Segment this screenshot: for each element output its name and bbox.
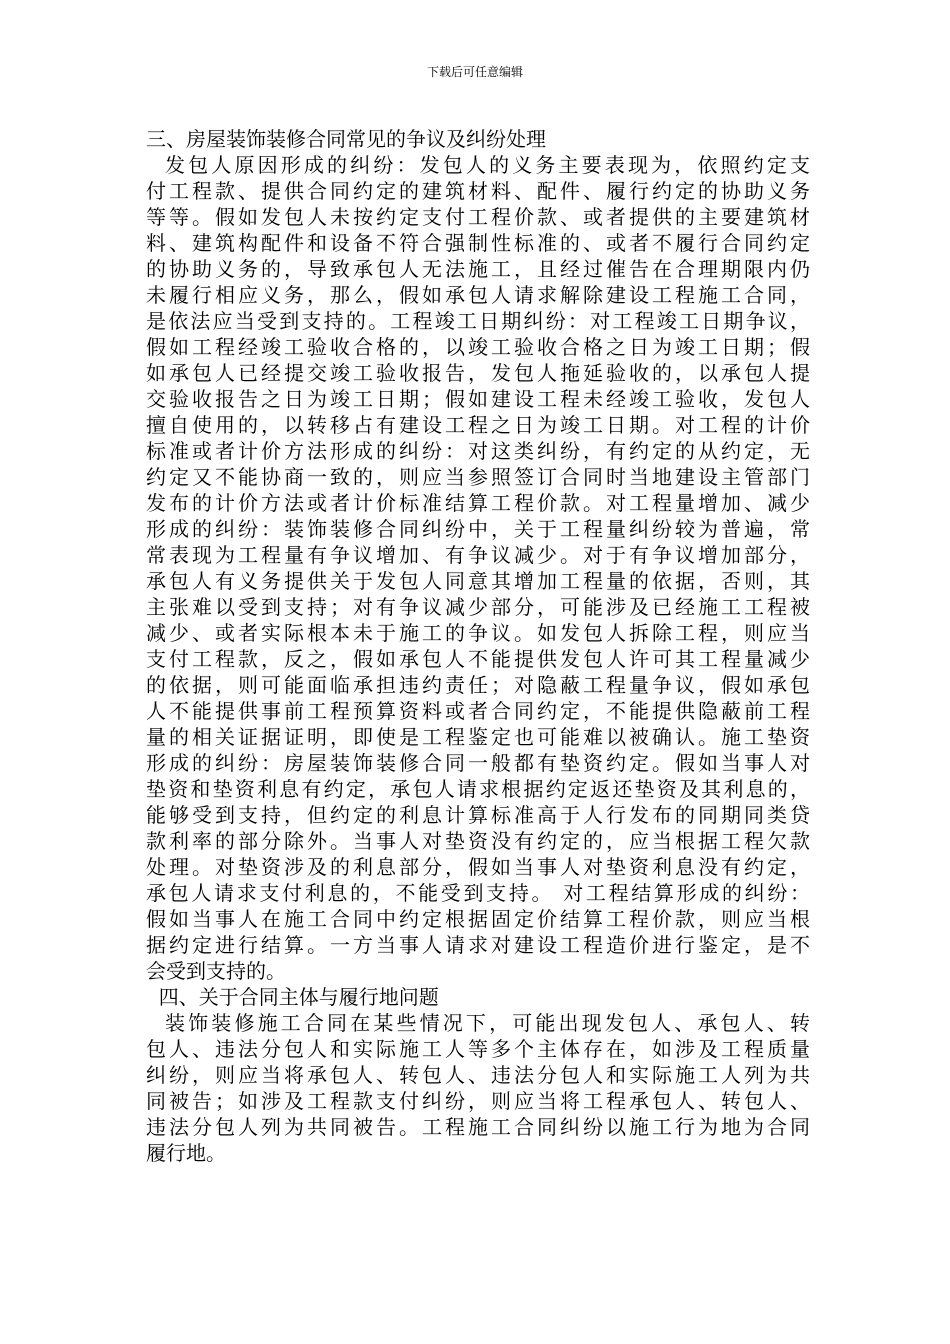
text-line: 常表现为工程量有争议增加、有争议减少。对于有争议增加部分， xyxy=(146,543,810,567)
text-line: 主张难以受到支持；对有争议减少部分，可能涉及已经施工工程被 xyxy=(146,595,810,619)
text-line: 会受到支持的。 xyxy=(146,959,286,983)
text-line: 能够受到支持，但约定的利息计算标准高于人行发布的同期同类贷 xyxy=(146,803,810,827)
text-line: 处理。对垫资涉及的利息部分，假如当事人对垫资利息没有约定， xyxy=(146,855,810,879)
text-line: 包人、违法分包人和实际施工人等多个主体存在，如涉及工程质量 xyxy=(146,1037,810,1061)
text-line: 垫资和垫资利息有约定，承包人请求根据约定返还垫资及其利息的， xyxy=(146,777,810,801)
text-line: 约定又不能协商一致的，则应当参照签订合同时当地建设主管部门 xyxy=(146,465,810,489)
text-line: 的协助义务的，导致承包人无法施工，且经过催告在合理期限内仍 xyxy=(146,257,810,281)
text-line: 减少、或者实际根本未于施工的争议。如发包人拆除工程，则应当 xyxy=(146,621,810,645)
text-line: 量的相关证据证明，即使是工程鉴定也可能难以被确认。施工垫资 xyxy=(146,725,810,749)
text-line: 承包人有义务提供关于发包人同意其增加工程量的依据，否则，其 xyxy=(146,569,810,593)
text-line: 未履行相应义务，那么，假如承包人请求解除建设工程施工合同， xyxy=(146,283,810,307)
text-line: 假如当事人在施工合同中约定根据固定价结算工程价款，则应当根 xyxy=(146,907,810,931)
text-line: 是依法应当受到支持的。工程竣工日期纠纷：对工程竣工日期争议， xyxy=(146,309,810,333)
text-line: 假如工程经竣工验收合格的，以竣工验收合格之日为竣工日期；假 xyxy=(146,335,810,359)
text-line: 三、房屋装饰装修合同常见的争议及纠纷处理 xyxy=(146,127,546,151)
text-line: 据约定进行结算。一方当事人请求对建设工程造价进行鉴定，是不 xyxy=(146,933,810,957)
text-line: 四、关于合同主体与履行地问题 xyxy=(146,985,439,1009)
text-line: 交验收报告之日为竣工日期；假如建设工程未经竣工验收，发包人 xyxy=(146,387,810,411)
text-line: 履行地。 xyxy=(146,1141,226,1165)
text-line: 如承包人已经提交竣工验收报告，发包人拖延验收的，以承包人提 xyxy=(146,361,810,385)
text-line: 标准或者计价方法形成的纠纷：对这类纠纷，有约定的从约定，无 xyxy=(146,439,810,463)
text-line: 承包人请求支付利息的，不能受到支持。 对工程结算形成的纠纷： xyxy=(146,881,810,905)
text-line: 款利率的部分除外。当事人对垫资没有约定的，应当根据工程欠款 xyxy=(146,829,810,853)
text-line: 装饰装修施工合同在某些情况下，可能出现发包人、承包人、转 xyxy=(146,1011,810,1035)
text-line: 支付工程款，反之，假如承包人不能提供发包人许可其工程量减少 xyxy=(146,647,810,671)
text-line: 形成的纠纷：房屋装饰装修合同一般都有垫资约定。假如当事人对 xyxy=(146,751,810,775)
text-line: 付工程款、提供合同约定的建筑材料、配件、履行约定的协助义务 xyxy=(146,179,810,203)
text-line: 形成的纠纷：装饰装修合同纠纷中，关于工程量纠纷较为普遍，常 xyxy=(146,517,810,541)
text-line: 人不能提供事前工程预算资料或者合同约定，不能提供隐蔽前工程 xyxy=(146,699,810,723)
text-line: 同被告；如涉及工程款支付纠纷，则应当将工程承包人、转包人、 xyxy=(146,1089,810,1113)
text-line: 发包人原因形成的纠纷：发包人的义务主要表现为，依照约定支 xyxy=(146,153,810,177)
text-line: 违法分包人列为共同被告。工程施工合同纠纷以施工行为地为合同 xyxy=(146,1115,810,1139)
header-note: 下载后可任意编辑 xyxy=(426,65,523,79)
text-line: 发布的计价方法或者计价标准结算工程价款。对工程量增加、减少 xyxy=(146,491,810,515)
document-body xyxy=(146,126,810,1166)
text-line: 擅自使用的，以转移占有建设工程之日为竣工日期。对工程的计价 xyxy=(146,413,810,437)
text-line: 的依据，则可能面临承担违约责任；对隐蔽工程量争议，假如承包 xyxy=(146,673,810,697)
text-line: 纠纷，则应当将承包人、转包人、违法分包人和实际施工人列为共 xyxy=(146,1063,810,1087)
text-line: 等等。假如发包人未按约定支付工程价款、或者提供的主要建筑材 xyxy=(146,205,810,229)
text-line: 料、建筑构配件和设备不符合强制性标准的、或者不履行合同约定 xyxy=(146,231,810,255)
